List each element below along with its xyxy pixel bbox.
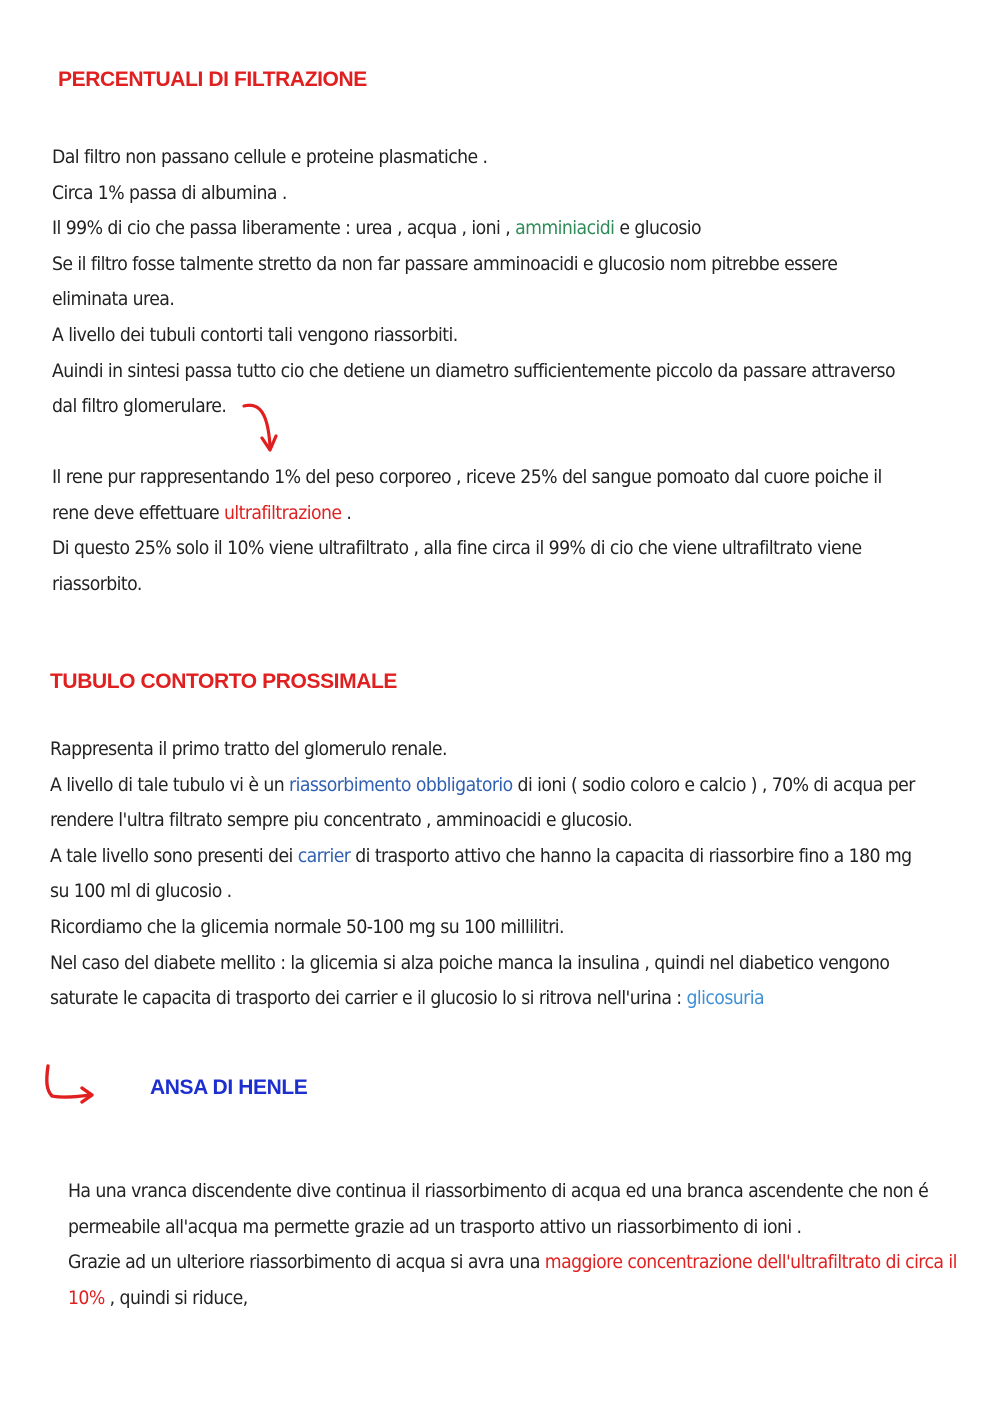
text-line: A livello dei tubuli contorti tali vengono riassorbiti. xyxy=(52,324,458,346)
text-line: saturate le capacita di trasporto dei carrier e il glucosio lo si ritrova nell'urina : glicosuria xyxy=(50,988,764,1010)
paragraph-ansa xyxy=(68,1174,957,1316)
text-line: permeabile all'acqua ma permette grazie ad un trasporto attivo un riassorbimento di ioni . xyxy=(68,1216,802,1238)
text-line: su 100 ml di glucosio . xyxy=(50,881,232,903)
corner-right-arrow-icon xyxy=(40,1060,100,1108)
text-line: riassorbito. xyxy=(52,573,142,595)
section-title-tubulo: TUBULO CONTORTO PROSSIMALE xyxy=(50,670,398,693)
highlight-concentrazione: maggiore concentrazione dell'ultrafiltrato di circa il xyxy=(544,1252,957,1274)
highlight-percent: 10% xyxy=(68,1287,105,1309)
text-line: 10% , quindi si riduce, xyxy=(68,1287,248,1309)
highlight-ultrafiltrazione: ultrafiltrazione xyxy=(223,502,342,524)
text-line: rendere l'ultra filtrato sempre piu concentrato , amminoacidi e glucosio. xyxy=(50,810,633,832)
text-line: Ha una vranca discendente dive continua il riassorbimento di acqua ed una branca ascendente che non é xyxy=(68,1181,929,1202)
text-line: Circa 1% passa di albumina . xyxy=(52,182,287,204)
text-line: Dal filtro non passano cellule e proteine plasmatiche . xyxy=(52,147,488,168)
text-line: Ricordiamo che la glicemia normale 50-100 mg su 100 millilitri. xyxy=(50,916,564,938)
text-line: Grazie ad un ulteriore riassorbimento di acqua si avra una maggiore concentrazione dell'ultrafiltrato di circa il xyxy=(68,1252,957,1274)
text-line: Rappresenta il primo tratto del glomerulo renale. xyxy=(50,739,447,760)
text-line: Di questo 25% solo il 10% viene ultrafiltrato , alla fine circa il 99% di cio che viene ultrafiltrato viene xyxy=(52,538,862,560)
highlight-amminoacidi: amminiacidi xyxy=(515,218,615,240)
text-line: rene deve effettuare ultrafiltrazione . xyxy=(52,502,352,524)
paragraph-filtration-2 xyxy=(52,460,882,602)
text-line: Il 99% di cio che passa liberamente : urea , acqua , ioni , amminiacidi e glucosio xyxy=(52,218,702,240)
text-line: dal filtro glomerulare. xyxy=(52,396,227,418)
paragraph-filtration-1 xyxy=(52,140,895,425)
section-title-ansa: ANSA DI HENLE xyxy=(150,1076,308,1099)
curved-down-arrow-icon xyxy=(238,398,288,458)
text-line: Il rene pur rappresentando 1% del peso corporeo , riceve 25% del sangue pomoato dal cuore poiche il xyxy=(52,467,882,488)
paragraph-tubulo xyxy=(50,732,915,1017)
text-line: Auindi in sintesi passa tutto cio che detiene un diametro sufficientemente piccolo da passare attraverso xyxy=(52,360,895,382)
highlight-glicosuria: glicosuria xyxy=(686,988,764,1010)
text-line: eliminata urea. xyxy=(52,289,175,311)
highlight-riassorbimento: riassorbimento obbligatorio xyxy=(289,774,513,796)
text-line: A livello di tale tubulo vi è un riassorbimento obbligatorio di ioni ( sodio coloro e calcio ) , 70% di acqua per xyxy=(50,774,915,796)
text-line: Se il filtro fosse talmente stretto da non far passare amminoacidi e glucosio nom pitrebbe essere xyxy=(52,253,838,275)
section-title-percentuali: PERCENTUALI DI FILTRAZIONE xyxy=(58,68,367,91)
text-line: Nel caso del diabete mellito : la glicemia si alza poiche manca la insulina , quindi nel diabetico vengono xyxy=(50,952,890,974)
text-line: A tale livello sono presenti dei carrier di trasporto attivo che hanno la capacita di riassorbire fino a 180 mg xyxy=(50,845,912,867)
highlight-carrier: carrier xyxy=(297,845,351,867)
